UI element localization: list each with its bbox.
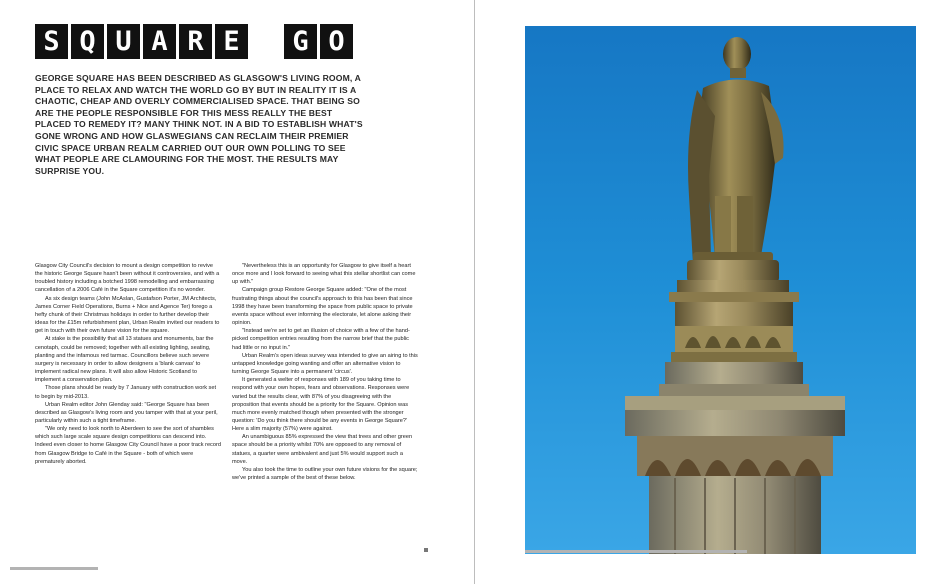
end-of-article-marker	[424, 548, 428, 552]
title-letter: E	[215, 24, 248, 59]
body-column-1	[35, 262, 222, 466]
paragraph: At stake is the possibility that all 13 statues and monuments, bar the cenotaph, could be removed; together with all existing lighting, seating, planting and the infamous red tarmac. Councillors believe such severe surgery is necessary in order to allow designers a 'blank canvas' to implement radical new plans. It will also allow Historic Scotland to implement a conservation plan.	[35, 336, 214, 384]
title-letter: O	[320, 24, 353, 59]
page-scroll-bar-left[interactable]	[10, 567, 98, 570]
paragraph: "Nevertheless this is an opportunity for Glasgow to give itself a heart once more and I look forward to seeing what this stellar shortlist can come up with."	[232, 263, 416, 286]
paragraph: You also took the time to outline your own future visions for the square; we've printed a sample of the best of these below.	[232, 466, 418, 482]
title-word-gap	[251, 24, 281, 59]
paragraph: Those plans should be ready by 7 January with construction work set to begin by mid-2013.	[35, 385, 217, 400]
title-letter: R	[179, 24, 212, 59]
paragraph: An unambiguous 85% expressed the view that trees and other green space should be a priority whilst 70% are opposed to any removal of statues, a quarter were ambivalent and just 5% would support such a move.	[232, 434, 413, 465]
body-column-2	[232, 262, 419, 482]
title-letter: Q	[71, 24, 104, 59]
paragraph: "Instead we're set to get an illusion of choice with a few of the hand-picked competition entries resulting from the narrow brief that the public had little or no input in."	[232, 328, 410, 351]
statue-photo	[525, 26, 916, 554]
paragraph: "We only need to look north to Aberdeen to see the sort of shambles which such large scale square design competitions can descend into. Indeed even closer to home Glasgow City Council have a poor track record from Glasgow Bridge to Café in the Square - both of which were prematurely aborted.	[35, 426, 221, 465]
title-letter: A	[143, 24, 176, 59]
paragraph: It generated a welter of responses with 189 of you taking time to respond with your own hopes, fears and observations. Responses were varied but the results clear, with 87% of you disagreeing with the proposition that events should be a priority for the Square. Opinion was much more evenly matched though when presented with the stronger question: 'Do you think there should be any events in George Square?' Here a slim majority (57%) were against.	[232, 377, 410, 433]
column	[625, 396, 845, 554]
page-scroll-bar-right[interactable]	[525, 550, 747, 553]
statue-illustration	[525, 26, 916, 554]
right-page	[475, 0, 948, 584]
paragraph: Campaign group Restore George Square added: "One of the most frustrating things about the council's approach to this has been that since 1998 they have been transforming the space from public space to private events space without ever informing the electorate, let alone asking their opinion.	[232, 287, 413, 327]
statue-plinth	[659, 260, 809, 396]
title-letter: U	[107, 24, 140, 59]
title-letter: G	[284, 24, 317, 59]
standfirst: GEORGE SQUARE HAS BEEN DESCRIBED AS GLASGOW'S LIVING ROOM, A PLACE TO RELAX AND WATCH THE WORLD GO BY BUT IN REALITY IT IS A CHAOTIC, CHEAP AND OVERLY COMMERCIALISED SPACE. THAT BEING SO ARE THE PEOPLE RESPONSIBLE FOR THIS MESS REALLY THE BEST PLACED TO REMEDY IT? MANY THINK NOT. IN A BID TO ESTABLISH WHAT'S GONE WRONG AND HOW GLASWEGIANS CAN RECLAIM THEIR PREMIER CIVIC SPACE URBAN REALM CARRIED OUT OUR OWN POLLING TO SEE WHAT PEOPLE ARE CLAMOURING FOR THE MOST. THE RESULTS MAY SURPRISE YOU.	[35, 73, 363, 176]
paragraph: Urban Realm's open ideas survey was intended to give an airing to this untapped knowledge going wanting and offer an alternative vision to turning George Square into a permanent 'circus'.	[232, 352, 418, 376]
paragraph: Glasgow City Council's decision to mount a design competition to revive the historic George Square hasn't been without it controversies, and with a troubled history including a botched 1998 remodelling and embarrassing cancellation of a 2006 Café in the Square competition it's no wonder.	[35, 263, 220, 294]
paragraph: As six design teams (John McAslan, Gustafson Porter, JM Architects, James Corner Field Operations, Burns + Nice and Agence Ter) forego a hefty chunk of their Christmas holidays in order to further develop their ideas for the £15m refurbishment plan, Urban Realm invited our readers to get in touch with their own future vision for the square.	[35, 295, 220, 335]
title-letter: S	[35, 24, 68, 59]
paragraph: Urban Realm editor John Glenday said: "George Square has been described as Glasgow's living room and you tamper with that at your peril, particularly within such a tight timeframe.	[35, 401, 218, 424]
article-title	[35, 24, 353, 59]
